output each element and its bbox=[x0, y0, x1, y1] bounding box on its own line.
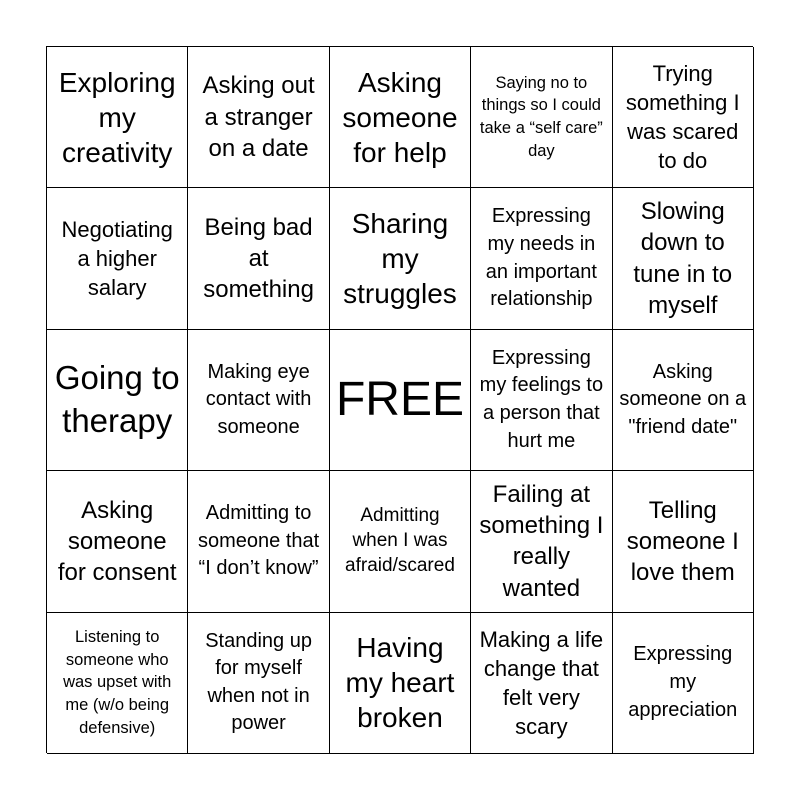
bingo-cell-1-3[interactable] bbox=[330, 47, 471, 188]
bingo-cell-5-1[interactable] bbox=[47, 613, 188, 754]
bingo-cell-5-5[interactable] bbox=[613, 613, 754, 754]
bingo-cell-text: Telling someone I love them bbox=[626, 496, 739, 586]
bingo-free-space[interactable] bbox=[330, 330, 471, 471]
free-space-label: FREE bbox=[335, 373, 464, 427]
bingo-cell-1-4[interactable] bbox=[471, 47, 612, 188]
bingo-cell-5-2[interactable] bbox=[188, 613, 329, 754]
bingo-cell-text: Making eye contact with someone bbox=[205, 360, 312, 438]
bingo-cell-3-5[interactable] bbox=[613, 330, 754, 471]
bingo-cell-text: Standing up for myself when not in power bbox=[205, 629, 312, 735]
bingo-cell-text: Having my heart broken bbox=[345, 632, 455, 734]
bingo-cell-2-1[interactable] bbox=[47, 188, 188, 329]
bingo-cell-text: Going to therapy bbox=[54, 359, 180, 439]
bingo-cell-4-5[interactable] bbox=[613, 471, 754, 612]
bingo-cell-3-4[interactable] bbox=[471, 330, 612, 471]
bingo-cell-4-4[interactable] bbox=[471, 471, 612, 612]
bingo-cell-text: Trying something I was scared to do bbox=[625, 61, 740, 174]
bingo-cell-2-3[interactable] bbox=[330, 188, 471, 329]
bingo-cell-text: Negotiating a higher salary bbox=[61, 217, 173, 301]
bingo-cell-2-5[interactable] bbox=[613, 188, 754, 329]
bingo-cell-1-5[interactable] bbox=[613, 47, 754, 188]
bingo-cell-text: Admitting to someone that “I don’t know” bbox=[197, 501, 320, 580]
bingo-cell-text: Saying no to things so I could take a “self care” day bbox=[479, 73, 603, 160]
bingo-cell-text: Sharing my struggles bbox=[343, 208, 457, 310]
bingo-cell-text: Listening to someone who was upset with me (w/o being defensive) bbox=[63, 627, 172, 737]
bingo-cell-text: Making a life change that felt very scary bbox=[479, 626, 604, 739]
bingo-cell-5-4[interactable] bbox=[471, 613, 612, 754]
bingo-cell-4-2[interactable] bbox=[188, 471, 329, 612]
bingo-cell-text: Slowing down to tune in to myself bbox=[633, 198, 733, 319]
bingo-cell-text: Expressing my feelings to a person that hurt me bbox=[479, 346, 604, 452]
bingo-cell-text: Asking someone on a "friend date" bbox=[619, 360, 747, 438]
bingo-cell-text: Asking someone for help bbox=[342, 66, 458, 168]
bingo-cell-text: Exploring my creativity bbox=[58, 66, 176, 168]
bingo-cell-3-1[interactable] bbox=[47, 330, 188, 471]
bingo-cell-4-3[interactable] bbox=[330, 471, 471, 612]
bingo-board bbox=[46, 46, 753, 753]
bingo-cell-text: Expressing my appreciation bbox=[628, 643, 738, 721]
bingo-cell-text: Asking someone for consent bbox=[57, 496, 177, 586]
bingo-cell-5-3[interactable] bbox=[330, 613, 471, 754]
bingo-cell-4-1[interactable] bbox=[47, 471, 188, 612]
bingo-cell-3-2[interactable] bbox=[188, 330, 329, 471]
bingo-cell-text: Admitting when I was afraid/scared bbox=[345, 505, 455, 576]
bingo-cell-2-4[interactable] bbox=[471, 188, 612, 329]
bingo-cell-1-2[interactable] bbox=[188, 47, 329, 188]
bingo-cell-1-1[interactable] bbox=[47, 47, 188, 188]
bingo-cell-text: Being bad at something bbox=[203, 213, 314, 304]
bingo-cell-2-2[interactable] bbox=[188, 188, 329, 329]
bingo-cell-text: Failing at something I really wanted bbox=[479, 480, 604, 602]
bingo-cell-text: Asking out a stranger on a date bbox=[202, 72, 315, 162]
bingo-cell-text: Expressing my needs in an important relationship bbox=[485, 205, 597, 311]
